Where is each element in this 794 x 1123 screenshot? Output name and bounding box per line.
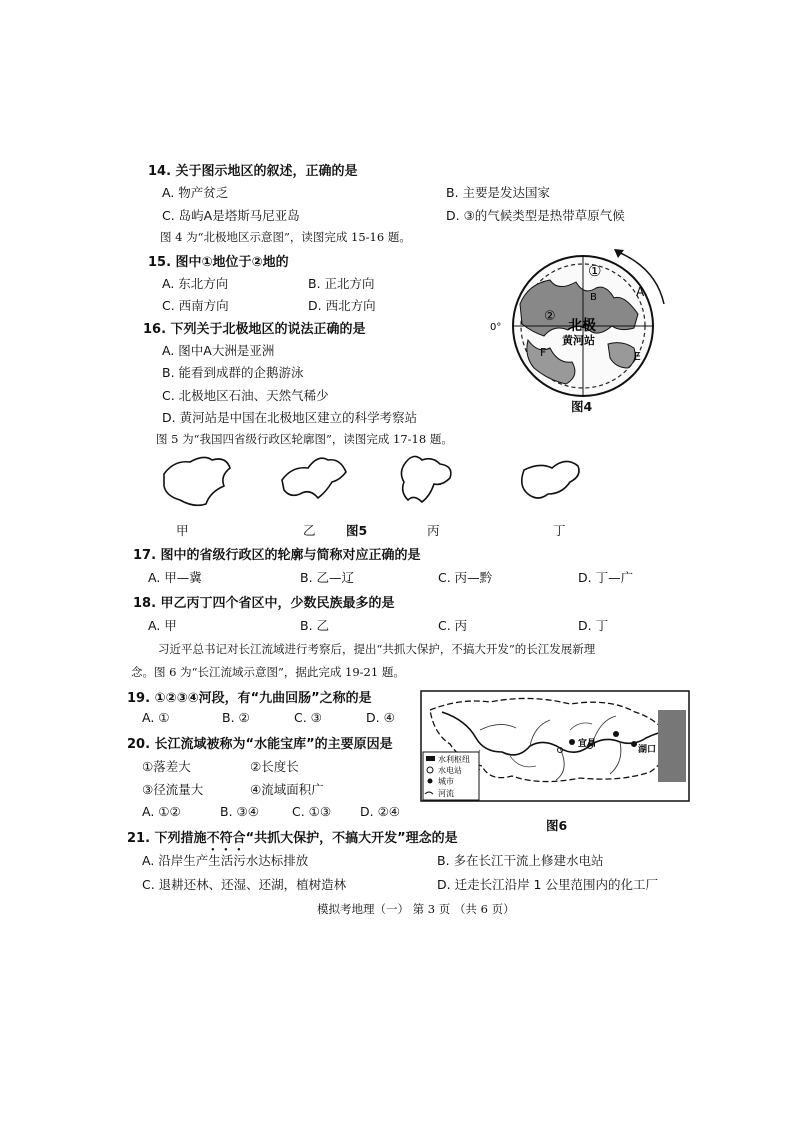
- q19-option-b: B. ②: [222, 710, 250, 725]
- q20-item-2: ②长度长: [250, 759, 299, 774]
- q17-stem: 17. 图中的省级行政区的轮廓与简称对应正确的是: [133, 548, 421, 563]
- q14-option-b: B. 主要是发达国家: [446, 185, 551, 200]
- fig6-legend-city-icon: [428, 779, 433, 784]
- q20-stem: 20. 长江流域被称为“水能宝库”的主要原因是: [127, 737, 393, 752]
- q17-option-a: A. 甲—冀: [148, 570, 202, 585]
- q18-stem: 18. 甲乙丙丁四个省区中，少数民族最多的是: [133, 596, 395, 611]
- q16-option-a: A. 图中A大洲是亚洲: [162, 343, 275, 358]
- q14-stem: 14. 关于图示地区的叙述，正确的是: [148, 164, 358, 179]
- q20-option-c: C. ①③: [292, 804, 332, 819]
- fig6-city-hukou: 湖口: [638, 745, 657, 755]
- fig4-label-f: F: [540, 346, 547, 359]
- fig6-legend-river: 河流: [438, 789, 454, 798]
- q20-option-b: B. ③④: [220, 804, 259, 819]
- q16-option-c: C. 北极地区石油、天然气稀少: [162, 388, 329, 403]
- q15-stem: 15. 图中①地位于②地的: [148, 255, 289, 270]
- q20-item-4: ④流域面积广: [250, 782, 324, 797]
- q16-option-d: D. 黄河站是中国在北极地区建立的科学考察站: [162, 410, 418, 425]
- q16-stem: 16. 下列关于北极地区的说法正确的是: [143, 322, 366, 337]
- fig5-caption: 图5: [346, 523, 368, 538]
- fig5-outline-jia: [164, 457, 230, 505]
- q15-option-c: C. 西南方向: [162, 298, 229, 313]
- fig5-label-ding: 丁: [553, 523, 566, 538]
- fig6-caption: 图6: [546, 818, 568, 833]
- fig4-label-2: ②: [544, 309, 556, 324]
- q14-option-d: D. ③的气候类型是热带草原气候: [446, 208, 625, 223]
- q17-option-c: C. 丙—黔: [438, 570, 493, 585]
- fig5-outline-bing: [401, 456, 450, 502]
- q21-stem-before: 21. 下列措施: [127, 831, 207, 846]
- q20-item-3: ③径流量大: [142, 782, 204, 797]
- q20-option-a: A. ①②: [142, 804, 181, 819]
- q21-option-d: D. 迁走长江沿岸 1 公里范围内的化工厂: [437, 877, 658, 892]
- fig5-province-outlines: [150, 446, 610, 526]
- q19-option-c: C. ③: [294, 710, 322, 725]
- fig5-intro: 图 5 为“我国四省级行政区轮廓图”，读图完成 17-18 题。: [156, 432, 453, 446]
- fig4-caption: 图4: [571, 399, 593, 414]
- fig6-legend-hydro: 水电站: [438, 766, 462, 775]
- fig4-arctic-map: [488, 244, 678, 414]
- q17-option-b: B. 乙—辽: [300, 570, 355, 585]
- q18-option-c: C. 丙: [438, 618, 468, 633]
- q16-option-b: B. 能看到成群的企鹅游泳: [162, 365, 304, 380]
- q21-option-a: A. 沿岸生产生活污水达标排放: [142, 853, 309, 868]
- q18-option-b: B. 乙: [300, 618, 330, 633]
- q20-item-1: ①落差大: [142, 759, 191, 774]
- fig6-legend-dam-icon: [426, 756, 435, 761]
- fig5-outline-yi: [282, 458, 346, 498]
- q21-option-c: C. 退耕还林、还湿、还湖，植树造林: [142, 877, 347, 892]
- fig4-intro: 图 4 为“北极地区示意图”，读图完成 15-16 题。: [160, 230, 411, 244]
- fig6-legend-dam: 水利枢纽: [438, 755, 470, 764]
- fig6-city-yichang: 宜昌: [578, 739, 597, 749]
- fig4-label-a: A: [636, 285, 645, 299]
- fig4-label-b: B: [590, 292, 597, 303]
- q18-option-a: A. 甲: [148, 618, 177, 633]
- q21-stem-emphasis: 不符合: [206, 831, 246, 846]
- fig6-legend-city: 城市: [438, 777, 454, 786]
- fig6-yangtze-map: [420, 690, 690, 802]
- q15-option-d: D. 西北方向: [308, 298, 376, 313]
- fig6-intro-line2: 念。图 6 为“长江流域示意图”，据此完成 19-21 题。: [131, 665, 405, 679]
- page-footer: 模拟考地理（一） 第 3 页 （共 6 页）: [317, 902, 515, 916]
- fig4-center-label-1: 北极: [568, 318, 596, 334]
- q14-option-a: A. 物产贫乏: [162, 185, 229, 200]
- q19-option-d: D. ④: [366, 710, 395, 725]
- q19-stem: 19. ①②③④河段，有“九曲回肠”之称的是: [127, 691, 372, 706]
- fig4-label-1: ①: [588, 262, 602, 280]
- q19-option-a: A. ①: [142, 710, 170, 725]
- q17-option-d: D. 丁—广: [578, 570, 634, 585]
- q21-stem-after: “共抓大保护，不搞大开发”理念的是: [245, 831, 458, 846]
- q21-stem: [127, 827, 458, 854]
- q15-option-a: A. 东北方向: [162, 276, 229, 291]
- q14-option-c: C. 岛屿A是塔斯马尼亚岛: [162, 208, 300, 223]
- fig5-outline-ding: [522, 461, 579, 498]
- fig4-zero-label: 0°: [490, 322, 502, 333]
- fig4-center-label-2: 黄河站: [562, 334, 595, 347]
- fig6-intro-line1: 习近平总书记对长江流域进行考察后，提出“共抓大保护，不搞大开发”的长江发展新理: [158, 642, 596, 656]
- fig5-label-jia: 甲: [176, 523, 189, 538]
- fig4-label-e: E: [634, 350, 641, 363]
- q18-option-d: D. 丁: [578, 618, 609, 633]
- q20-option-d: D. ②④: [360, 804, 400, 819]
- q21-option-b: B. 多在长江干流上修建水电站: [437, 853, 604, 868]
- q15-option-b: B. 正北方向: [308, 276, 375, 291]
- fig5-label-bing: 丙: [427, 523, 440, 538]
- fig5-label-yi: 乙: [303, 523, 316, 538]
